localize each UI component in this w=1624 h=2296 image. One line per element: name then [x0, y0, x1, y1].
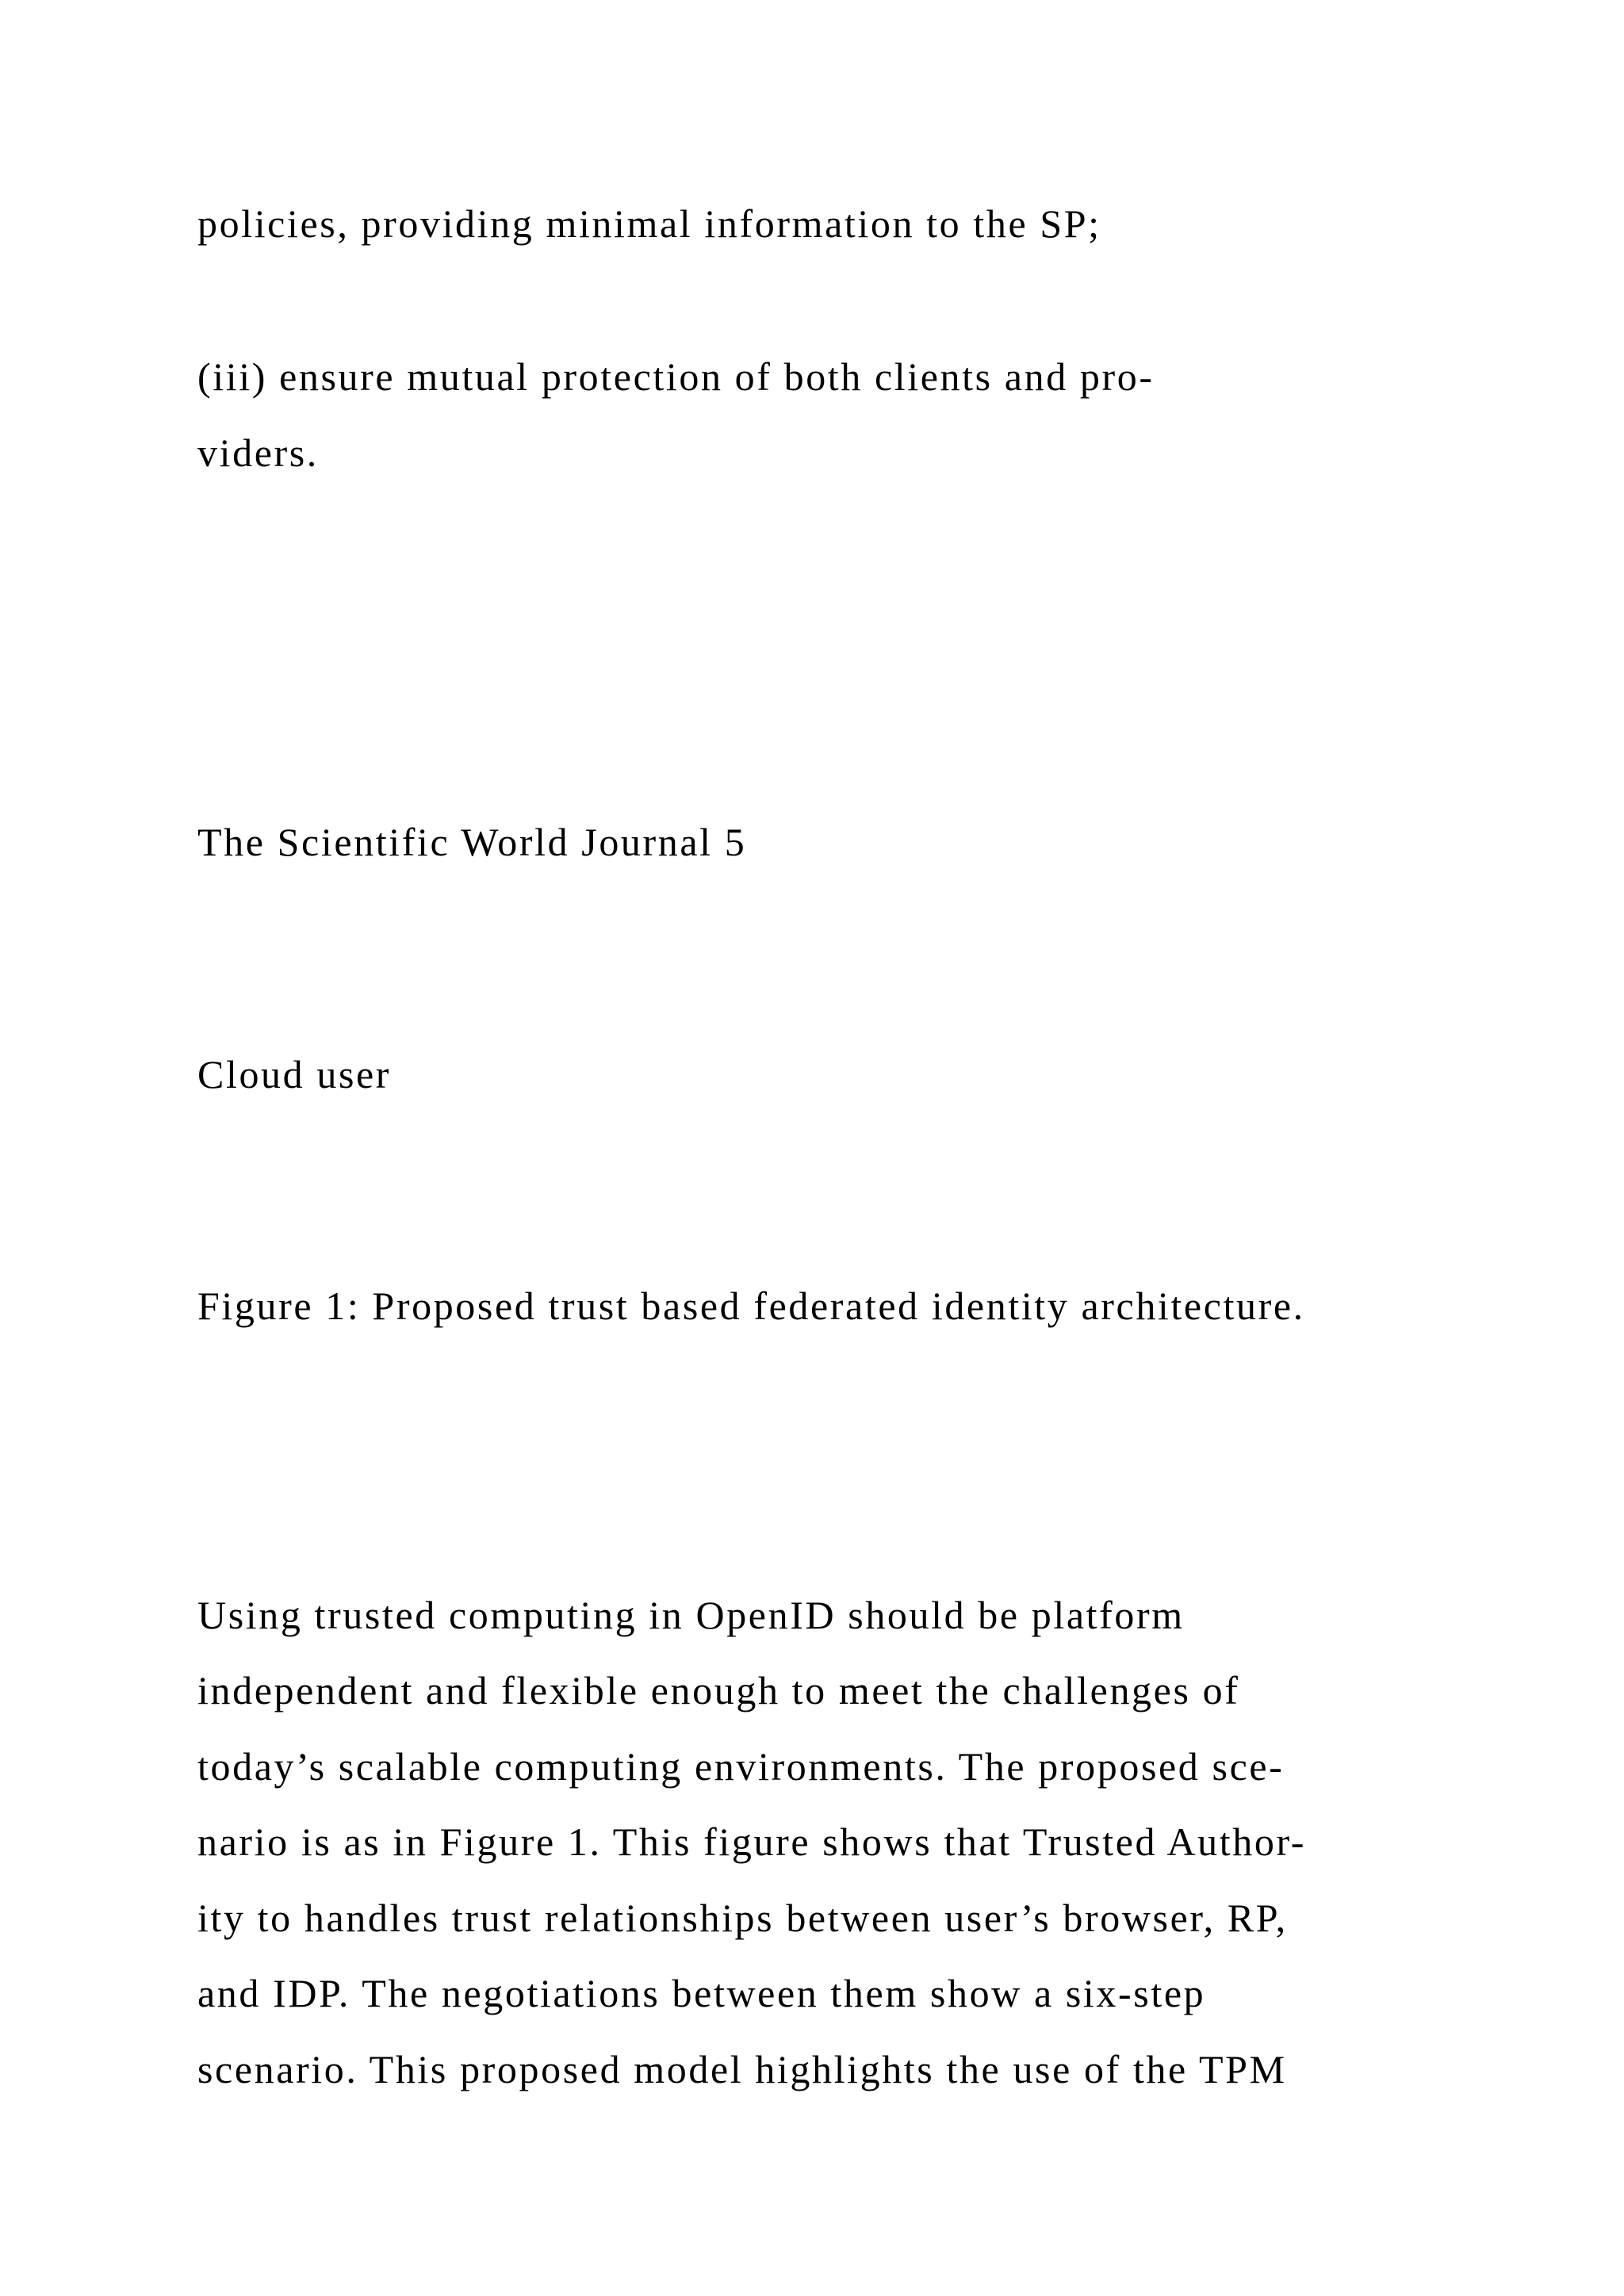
paragraph-line: scenario. This proposed model highlights the use of the TPM: [197, 2047, 1287, 2091]
paragraph-line: ity to handles trust relationships between user’s browser, RP,: [197, 1896, 1288, 1940]
paragraph-line: today’s scalable computing environments. The proposed sce-: [197, 1744, 1285, 1789]
text-line-viders: viders.: [197, 430, 319, 475]
running-header: The Scientific World Journal 5: [197, 820, 747, 864]
figure-label-cloud-user: Cloud user: [197, 1052, 392, 1096]
text-line-mutual-protection: (iii) ensure mutual protection of both clients and pro-: [197, 354, 1155, 399]
paragraph-line: nario is as in Figure 1. This figure shows that Trusted Author-: [197, 1820, 1306, 1864]
figure-caption: Figure 1: Proposed trust based federated identity architecture.: [197, 1284, 1305, 1328]
text-line-policies: policies, providing minimal information to the SP;: [197, 201, 1101, 246]
paragraph-line: Using trusted computing in OpenID should be platform: [197, 1593, 1185, 1637]
paragraph-line: independent and flexible enough to meet the challenges of: [197, 1668, 1240, 1712]
paragraph-line: and IDP. The negotiations between them show a six-step: [197, 1971, 1206, 2015]
